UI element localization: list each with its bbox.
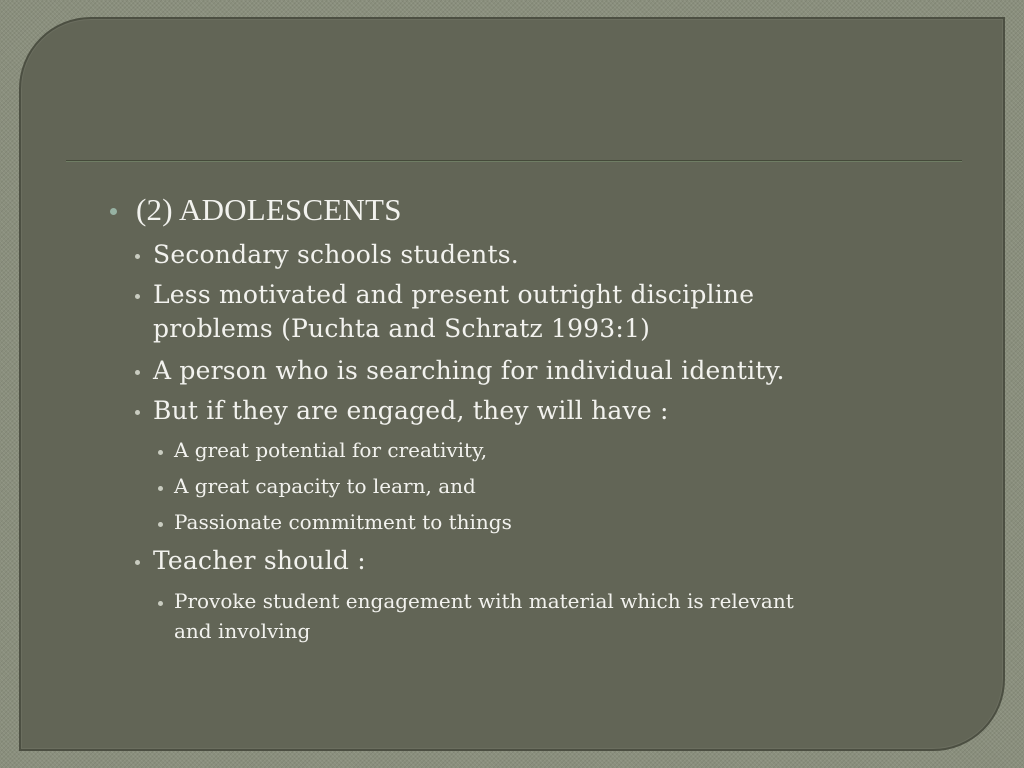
subpoint-creativity: A great potential for creativity, [174,438,488,462]
bullet-icon [158,522,163,527]
point-less-motivated-line1: Less motivated and present outright discipline [153,280,755,309]
bullet-icon [158,486,163,491]
section-heading: (2) ADOLESCENTS [136,192,402,227]
bullet-icon [135,254,140,259]
point-secondary-students: Secondary schools students. [153,240,519,269]
bullet-icon [135,410,140,415]
subpoint-provoke-line2: and involving [174,619,311,643]
bullet-icon [158,450,163,455]
bullet-icon [110,208,117,215]
bullet-icon [135,560,140,565]
subpoint-capacity: A great capacity to learn, and [174,474,476,498]
point-less-motivated-line2: problems (Puchta and Schratz 1993:1) [153,314,651,343]
point-engaged: But if they are engaged, they will have : [153,396,669,425]
bullet-icon [158,601,163,606]
subpoint-provoke-line1: Provoke student engagement with material which is relevant [174,589,794,613]
point-identity: A person who is searching for individual identity. [153,356,785,385]
subpoint-commitment: Passionate commitment to things [174,510,512,534]
bullet-icon [135,370,140,375]
bullet-icon [135,294,140,299]
point-teacher-should: Teacher should : [153,546,366,575]
